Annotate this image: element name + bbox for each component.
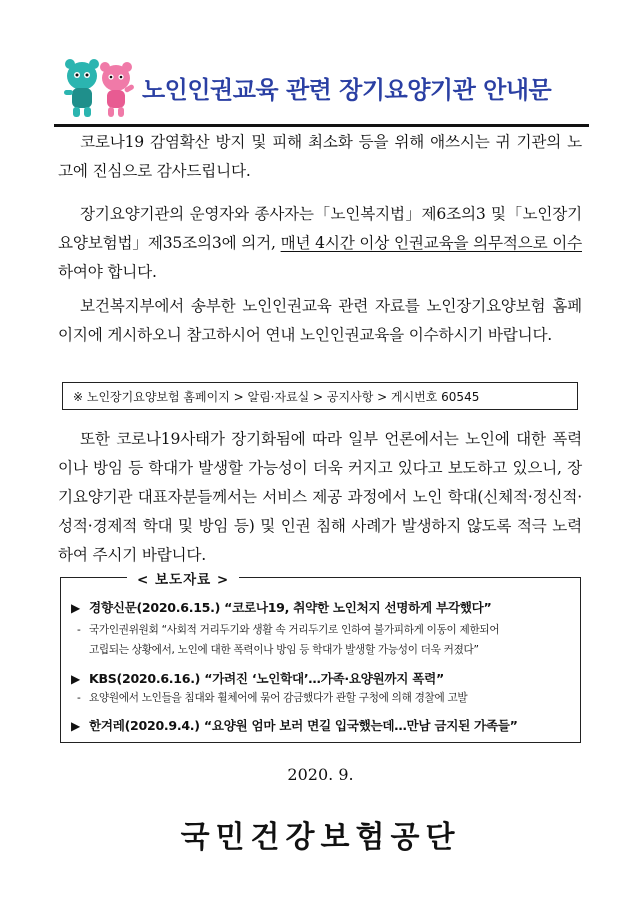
triangle-icon: ▶	[71, 719, 80, 733]
legal-text: 장기요양기관의 운영자와 종사자는「노인복지법」제6조의3 및「노인장기요양보험법」제35조의3에 의거,	[58, 205, 582, 252]
press-item-1-detail	[77, 620, 573, 660]
press-item-3	[71, 715, 518, 734]
header	[54, 50, 589, 127]
press-item-1-title: 경향신문(2020.6.15.) “코로나19, 취약한 노인처지 선명하게 부각했다”	[89, 600, 492, 615]
mascot-icon	[60, 56, 136, 120]
press-item-2-detail	[77, 688, 573, 708]
legal-underline: 매년 4시간 이상 인권교육을 의무적으로 이수	[280, 234, 582, 252]
issue-date: 2020. 9.	[287, 765, 354, 784]
page-title: 노인인권교육 관련 장기요양기관 안내문	[142, 76, 552, 104]
triangle-icon: ▶	[71, 601, 80, 615]
dash-icon: -	[77, 692, 81, 704]
material-paragraph: 보건복지부에서 송부한 노인인권교육 관련 자료를 노인장기요양보험 홈페이지에 게시하오니 참고하시어 연내 노인인권교육을 이수하시기 바랍니다.	[58, 297, 582, 344]
legal-text-end: 하여야 합니다.	[58, 263, 157, 281]
intro-paragraph: 코로나19 감염확산 방지 및 피해 최소화 등을 위해 애쓰시는 귀 기관의 노고에 진심으로 감사드립니다.	[58, 133, 582, 180]
press-item-2-title: KBS(2020.6.16.) “가려진 ‘노인학대’…가족·요양원까지 폭력”	[89, 671, 444, 686]
press-item-2	[71, 668, 444, 687]
dash-icon: -	[77, 624, 81, 636]
triangle-icon: ▶	[71, 672, 80, 686]
press-item-2-line1: 요양원에서 노인들을 침대와 휠체어에 묶어 감금했다가 관할 구청에 의해 경찰에 고발	[89, 692, 468, 704]
organization-name: 국민건강보험공단	[180, 820, 461, 855]
press-box	[60, 572, 581, 743]
press-item-3-title: 한겨레(2020.9.4.) “요양원 엄마 보러 면길 입국했는데…만남 금지된 가족들”	[89, 718, 518, 733]
abuse-paragraph: 또한 코로나19사태가 장기화됨에 따라 일부 언론에서는 노인에 대한 폭력이나 방임 등 학대가 발생할 가능성이 더욱 커지고 있다고 보도하고 있으니, 장기요양기관 대표자분들께서는 서비스 제공 과정에서 노인 학대(신체적·정신적·성적·경제적 학대 및 방임 등) 및 인권 침해 사례가 발생하지 않도록 적극 노력하여 주시기 바랍니다.	[58, 430, 582, 564]
press-item-1-line2: 고립되는 상황에서, 노인에 대한 폭력이나 방임 등 학대가 발생할 가능성이 더욱 커졌다”	[89, 644, 479, 656]
press-item-1	[71, 597, 491, 616]
notice-box: ※ 노인장기요양보험 홈페이지 > 알림·자료실 > 공지사항 > 게시번호 60545	[62, 382, 578, 410]
press-item-1-line1: 국가인권위원회 “사회적 거리두기와 생활 속 거리두기로 인하여 불가피하게 이동이 제한되어	[89, 624, 500, 636]
legal-paragraph	[58, 200, 582, 287]
press-label: < 보도자료 >	[127, 568, 239, 588]
